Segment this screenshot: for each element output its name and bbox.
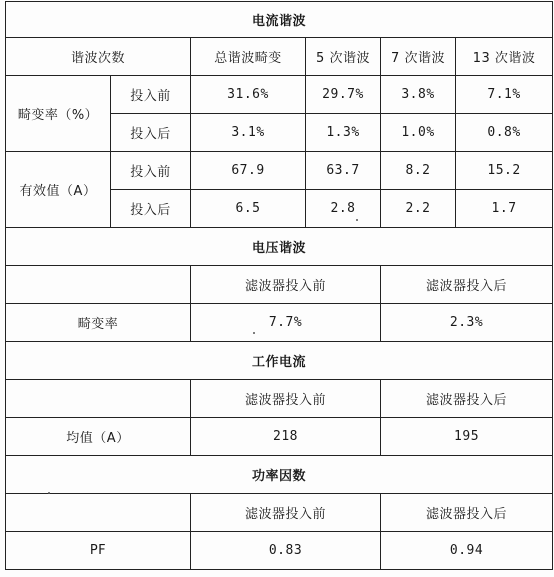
current-harmonics-title-row <box>6 2 553 38</box>
column-header-after: 滤波器投入后 <box>381 266 553 304</box>
scan-speck <box>356 219 358 221</box>
row-label: 畸变率 <box>6 304 191 342</box>
empty-cell <box>6 266 191 304</box>
table-row <box>6 380 553 418</box>
scan-speck <box>253 332 255 334</box>
table-cell: 63.7 <box>306 152 381 190</box>
column-header-before: 滤波器投入前 <box>191 380 381 418</box>
header-13th: 13 次谐波 <box>456 38 553 76</box>
table-cell: 195 <box>381 418 553 456</box>
table-cell: 3.8% <box>381 76 456 114</box>
empty-cell <box>6 380 191 418</box>
state-label: 投入后 <box>111 114 191 152</box>
table-cell: 1.7 <box>456 190 553 228</box>
table-row <box>6 152 553 190</box>
state-label: 投入前 <box>111 76 191 114</box>
header-thd: 总谐波畸变 <box>191 38 306 76</box>
empty-cell <box>6 494 191 532</box>
table-cell: 2.2 <box>381 190 456 228</box>
table-row <box>6 532 553 570</box>
table-cell: 8.2 <box>381 152 456 190</box>
row-label: 均值（A） <box>6 418 191 456</box>
column-header-after: 滤波器投入后 <box>381 380 553 418</box>
current-harmonics-title: 电流谐波 <box>6 2 553 38</box>
column-header-before: 滤波器投入前 <box>191 494 381 532</box>
header-5th: 5 次谐波 <box>306 38 381 76</box>
table-cell: 3.1% <box>191 114 306 152</box>
table-cell: 6.5 <box>191 190 306 228</box>
table-cell: 1.0% <box>381 114 456 152</box>
column-header-before: 滤波器投入前 <box>191 266 381 304</box>
table-row <box>6 76 553 114</box>
column-header-after: 滤波器投入后 <box>381 494 553 532</box>
working-current-title: 工作电流 <box>6 342 553 380</box>
power-factor-title: 功率因数 <box>6 456 553 494</box>
table-row <box>6 304 553 342</box>
harmonic-order-header-row <box>6 38 553 76</box>
table-cell: 29.7% <box>306 76 381 114</box>
voltage-harmonics-title: 电压谐波 <box>6 228 553 266</box>
scan-speck <box>48 492 50 494</box>
table-cell: 0.8% <box>456 114 553 152</box>
table-cell: 0.83 <box>191 532 381 570</box>
table-cell: 7.7% <box>191 304 381 342</box>
table-cell: 15.2 <box>456 152 553 190</box>
table-cell: 0.94 <box>381 532 553 570</box>
harmonic-order-label: 谐波次数 <box>6 38 191 76</box>
table-cell: 2.3% <box>381 304 553 342</box>
harmonics-comparison-table <box>5 1 553 570</box>
table-cell: 7.1% <box>456 76 553 114</box>
state-label: 投入前 <box>111 152 191 190</box>
table-cell: 1.3% <box>306 114 381 152</box>
voltage-harmonics-title-row <box>6 228 553 266</box>
state-label: 投入后 <box>111 190 191 228</box>
rms-value-label: 有效值（A） <box>6 152 111 228</box>
row-label: PF <box>6 532 191 570</box>
table-cell: 218 <box>191 418 381 456</box>
table-cell: 2.8 <box>306 190 381 228</box>
distortion-rate-label: 畸变率（%） <box>6 76 111 152</box>
power-factor-title-row <box>6 456 553 494</box>
header-7th: 7 次谐波 <box>381 38 456 76</box>
working-current-title-row <box>6 342 553 380</box>
table-cell: 31.6% <box>191 76 306 114</box>
table-row <box>6 494 553 532</box>
table-cell: 67.9 <box>191 152 306 190</box>
table-row <box>6 418 553 456</box>
table-row <box>6 266 553 304</box>
